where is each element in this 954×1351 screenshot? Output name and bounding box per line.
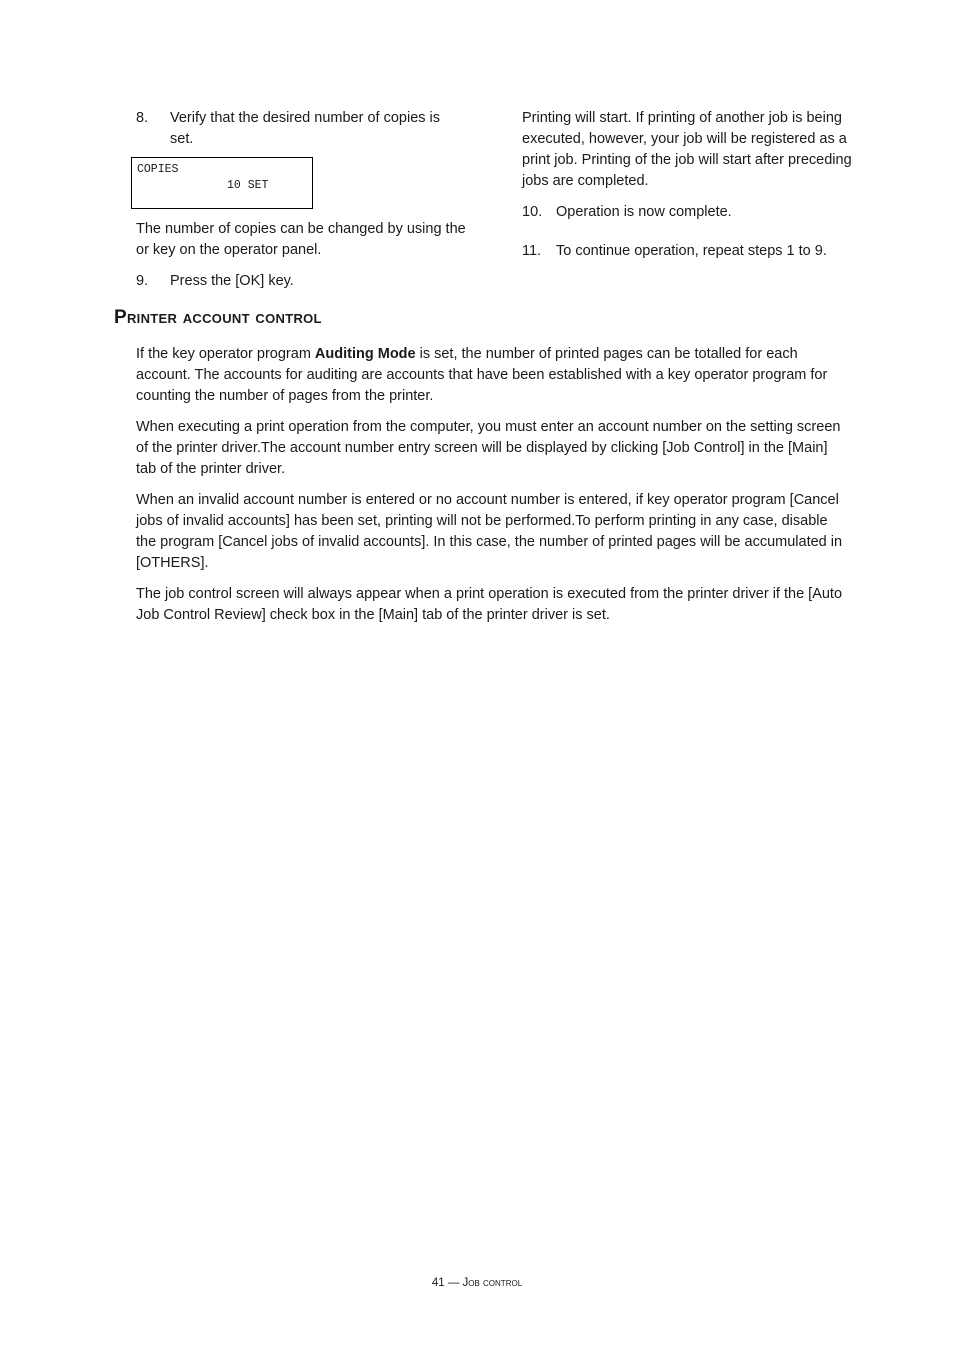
section-body xyxy=(136,344,844,626)
step-number: 9. xyxy=(136,273,149,289)
right-column xyxy=(522,108,852,262)
paragraph-invalid-accounts: When an invalid account number is entered or no account number is entered, if key operator program [Cancel jobs of invalid accounts] has been set, printing will not be performed.To perform printing in any case, disable the program [Cancel jobs of invalid accounts]. In this case, the number of printed pages will be accumulated in [OTHERS]. xyxy=(136,492,843,571)
step-10 xyxy=(522,202,852,223)
auditing-mode-term: Auditing Mode xyxy=(314,346,416,362)
paragraph-account-entry: When executing a print operation from the computer, you must enter an account number on the setting screen of the printer driver.The account number entry screen will be displayed by clicking [Job Control] in the [Main] tab of the printer driver. xyxy=(136,419,841,477)
step-8 xyxy=(136,108,466,150)
page-footer: 41 — Job control xyxy=(431,1277,523,1289)
text-run: If the key operator program xyxy=(136,346,315,362)
step-text: Operation is now complete. xyxy=(556,204,732,220)
step-text: To continue operation, repeat steps 1 to 9. xyxy=(556,243,827,259)
lcd-line-2: 10 SET xyxy=(227,179,269,192)
copies-note: The number of copies can be changed by using the or key on the operator panel. xyxy=(136,221,466,258)
lcd-display xyxy=(131,157,313,209)
lcd-line-1: COPIES xyxy=(137,163,179,176)
step-number: 8. xyxy=(136,110,149,126)
step-number: 10. xyxy=(522,204,543,220)
step-9 xyxy=(136,271,466,292)
left-column xyxy=(136,108,466,292)
step-number: 11. xyxy=(522,243,542,259)
printing-intro: Printing will start. If printing of another job is being executed, however, your job will be registered as a print job. Printing of the job will start after preceding jobs are completed. xyxy=(522,110,852,189)
text-run: is set, the number of printed pages can be totalled for each account. The accounts for auditing are accounts that have been established with a key operator program for counting the number of pages from the printer. xyxy=(136,346,828,404)
step-text: Press the [OK] key. xyxy=(170,273,294,289)
paragraph-auto-review: The job control screen will always appear when a print operation is executed from the printer driver if the [Auto Job Control Review] check box in the [Main] tab of the printer driver is set. xyxy=(136,586,843,623)
paragraph-auditing xyxy=(136,344,844,407)
step-11 xyxy=(522,241,852,262)
step-text: Verify that the desired number of copies is set. xyxy=(170,110,441,147)
section-title: Printer account control xyxy=(114,307,322,328)
